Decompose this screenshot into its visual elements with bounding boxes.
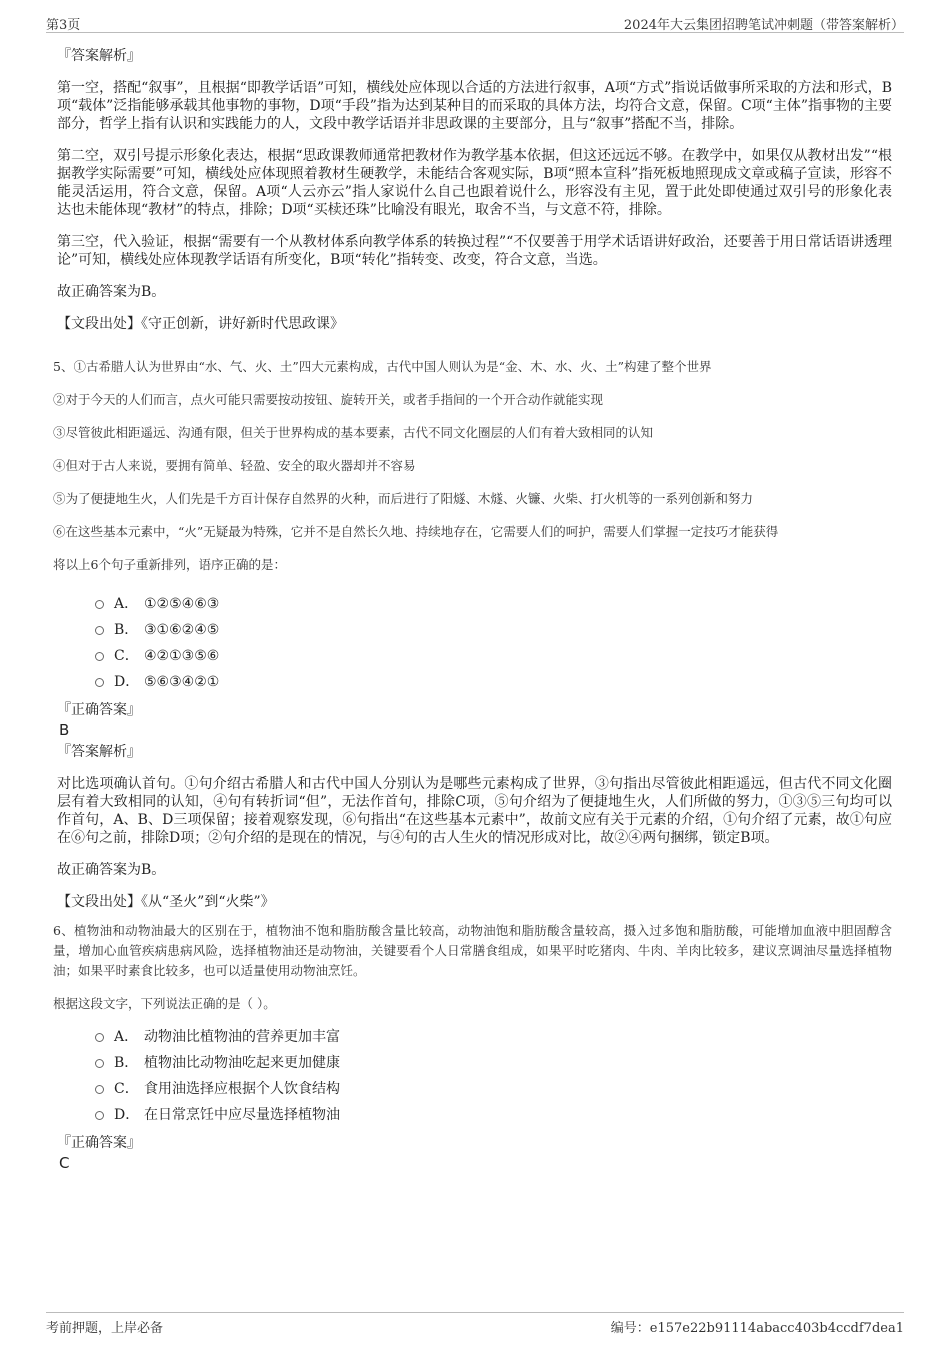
question-stem: 5、①古希腊人认为世界由“水、气、火、土”四大元素构成，古代中国人则认为是“金、木、水、火、土”构建了整个世界 [53,359,712,374]
option-text: 食用油选择应根据个人饮食结构 [144,1081,340,1097]
option-letter: A． [114,596,139,612]
analysis-title: 『答案解析』 [57,744,141,760]
option-c[interactable] [95,643,892,669]
option-letter: D． [114,1107,140,1123]
radio-button[interactable] [95,1111,104,1120]
option-letter: D． [114,674,140,690]
radio-button[interactable] [95,1085,104,1094]
option-a[interactable] [95,591,892,617]
option-letter: B． [114,1055,139,1071]
sentence-item: ⑤为了便捷地生火，人们先是千方百计保存自然界的火种，而后进行了阳燧、木燧、火镰、火柴、打火机等的一系列创新和努力 [53,491,754,506]
document-code: 编号：e157e22b91114abacc403b4ccdf7dea1 [610,1321,904,1336]
correct-answer-title: 『正确答案』 [57,1135,141,1151]
question-stem: 6、植物油和动物油最大的区别在于，植物油不饱和脂肪酸含量比较高，动物油饱和脂肪酸含量较高，摄入过多饱和脂肪酸，可能增加血液中胆固醇含量，增加心血管疾病患病风险，选择植物油还是动物油，关键要看个人日常膳食组成，如果平时吃猪肉、牛肉、羊肉比较多，建议烹调油尽量选择植物油；如果平时素食比较多，也可以适量使用动物油烹饪。 [53,923,892,978]
page-content [53,47,892,1172]
option-letter: B． [114,622,139,638]
option-b[interactable] [95,617,892,643]
radio-button[interactable] [95,678,104,687]
option-text: ⑤⑥③④②① [144,674,220,690]
option-text: ④②①③⑤⑥ [144,648,220,664]
page-footer [46,1312,904,1335]
correct-answer-title: 『正确答案』 [57,702,141,718]
option-text: ①②⑤④⑥③ [144,596,220,612]
correct-answer: B [59,721,70,739]
correct-answer: C [59,1154,70,1172]
radio-button[interactable] [95,652,104,661]
option-text: ③①⑥②④⑤ [144,622,220,638]
conclusion: 故正确答案为B。 [57,284,166,300]
radio-button[interactable] [95,1033,104,1042]
analysis-paragraph: 第一空，搭配“叙事”，且根据“即教学话语”可知，横线处应体现以合适的方法进行叙事，A项“方式”指说话做事所采取的方法和形式，B项“载体”泛指能够承载其他事物的事物，D项“手段”指为达到某种目的而采取的具体方法，均符合文意，保留。C项“主体”指事物的主要部分，哲学上指有认识和实践能力的人，文段中教学话语并非思政课的主要部分，且与“叙事”搭配不当，排除。 [57,80,892,132]
option-d[interactable] [95,669,892,695]
analysis-paragraph: 第二空，双引号提示形象化表达，根据“思政课教师通常把教材作为教学基本依据，但这还远远不够。在教学中，如果仅从教材出发”“根据教学实际需要”可知，横线处应体现照着教材生硬教学，未能结合客观实际，B项“照本宣科”指死板地照现成文章或稿子宣读，形容不能灵活运用，符合文意，保留。A项“人云亦云”指人家说什么自己也跟着说什么，形容没有主见，置于此处即使通过双引号的形象化表达也未能体现“教材”的特点，排除；D项“买椟还珠”比喻没有眼光，取舍不当，与文意不符，排除。 [57,148,892,218]
sentence-item: ⑥在这些基本元素中，“火”无疑最为特殊，它并不是自然长久地、持续地存在，它需要人们的呵护，需要人们掌握一定技巧才能获得 [53,524,779,539]
option-text: 动物油比植物油的营养更加丰富 [144,1029,340,1045]
document-title: 2024年大云集团招聘笔试冲刺题（带答案解析） [623,18,904,33]
answer-options [57,1024,892,1128]
option-b[interactable] [95,1050,892,1076]
question-prompt: 将以上6个句子重新排列，语序正确的是： [53,557,286,572]
footer-slogan: 考前押题，上岸必备 [46,1321,164,1336]
option-letter: A． [114,1029,139,1045]
page-header [46,12,904,33]
analysis-title: 『答案解析』 [57,48,141,64]
analysis-paragraph: 对比选项确认首句。①句介绍古希腊人和古代中国人分别认为是哪些元素构成了世界，③句指出尽管彼此相距遥远，但古代不同文化圈层有着大致相同的认知，④句有转折词“但”，无法作首句，排除C项，⑤句介绍为了便捷地生火，人们所做的努力，①③⑤三句均可以作首句，A、B、D三项保留；接着观察发现，⑥句指出“在这些基本元素中”，故前文应有关于元素的介绍，①句介绍了元素，故①句应在⑥句之前，排除D项；②句介绍的是现在的情况，与④句的古人生火的情况形成对比，故②④两句捆绑，锁定B项。 [57,776,892,846]
option-text: 在日常烹饪中应尽量选择植物油 [144,1107,340,1123]
answer-options [57,591,892,695]
source-citation: 【文段出处】《从“圣火”到“火柴”》 [57,894,275,910]
option-d[interactable] [95,1102,892,1128]
radio-button[interactable] [95,1059,104,1068]
sentence-item: ②对于今天的人们而言，点火可能只需要按动按钮、旋转开关，或者手指间的一个开合动作就能实现 [53,392,604,407]
option-letter: C． [114,1081,139,1097]
sentence-item: ④但对于古人来说，要拥有简单、轻盈、安全的取火器却并不容易 [53,458,416,473]
page-number: 第3页 [46,18,81,33]
question-prompt: 根据这段文字，下列说法正确的是（ ）。 [53,996,276,1011]
analysis-paragraph: 第三空，代入验证，根据“需要有一个从教材体系向教学体系的转换过程”“不仅要善于用学术话语讲好政治，还要善于用日常话语讲透理论”可知，横线处应体现教学话语有所变化，B项“转化”指转变、改变，符合文意，当选。 [57,234,892,268]
sentence-item: ③尽管彼此相距遥远、沟通有限，但关于世界构成的基本要素，古代不同文化圈层的人们有着大致相同的认知 [53,425,654,440]
source-citation: 【文段出处】《守正创新，讲好新时代思政课》 [57,316,344,332]
option-a[interactable] [95,1024,892,1050]
option-text: 植物油比动物油吃起来更加健康 [144,1055,340,1071]
option-c[interactable] [95,1076,892,1102]
radio-button[interactable] [95,600,104,609]
conclusion: 故正确答案为B。 [57,862,166,878]
option-letter: C． [114,648,139,664]
radio-button[interactable] [95,626,104,635]
